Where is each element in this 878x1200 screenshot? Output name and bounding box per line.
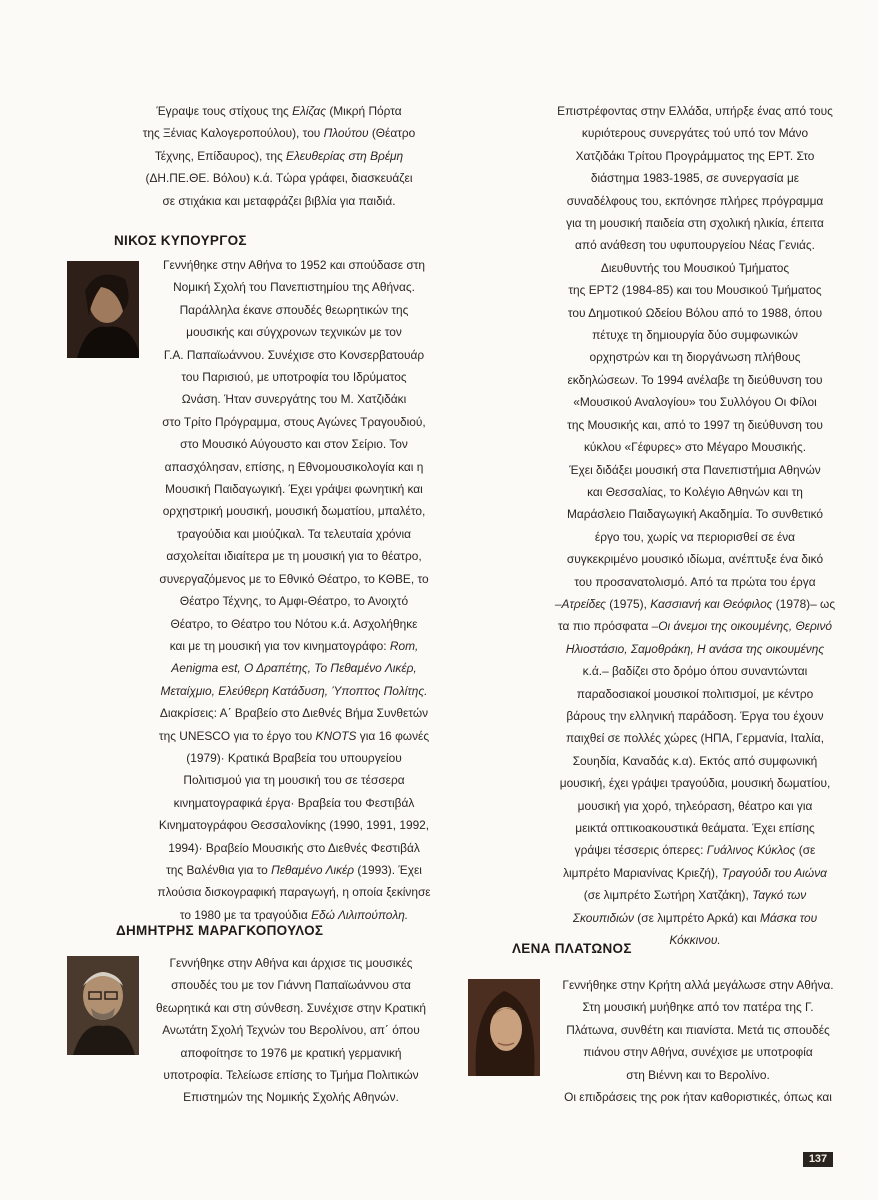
- bio-platonos: [550, 974, 846, 1108]
- bio-kypourgos: [146, 254, 442, 926]
- composer-name-platonos: ΛΕΝΑ ΠΛΑΤΩΝΟΣ: [512, 941, 632, 956]
- portrait-platonos-image: [468, 979, 540, 1076]
- portrait-maragkopoulos: [67, 956, 139, 1055]
- portrait-kypourgos: [67, 261, 139, 358]
- bio-text-platonos: Γεννήθηκε στην Κρήτη αλλά μεγάλωσε στην Αθήνα. Στη μουσική μυήθηκε από τον πατέρα της Γ. Πλάτωνα, συνθέτη και πιανίστα. Μετά τις σπουδές πιάνου στην Αθήνα, συνέχισε με υποτροφία στη Βιέννη και το Βερολίνο. Οι επιδράσεις της ροκ ήταν καθοριστικές, όπως και: [562, 978, 834, 1105]
- portrait-kypourgos-image: [67, 261, 139, 358]
- composer-name-maragkopoulos: ΔΗΜΗΤΡΗΣ ΜΑΡΑΓΚΟΠΟΥΛΟΣ: [116, 923, 324, 938]
- intro-paragraph: [130, 100, 428, 212]
- composer-name-kypourgos: ΝΙΚΟΣ ΚΥΠΟΥΡΓΟΣ: [114, 233, 247, 248]
- portrait-maragkopoulos-image: [67, 956, 139, 1055]
- bio-text-kypourgos: Γεννήθηκε στην Αθήνα το 1952 και σπούδασε στη Νομική Σχολή του Πανεπιστημίου της Αθήνας. Παράλληλα έκανε σπουδές θεωρητικών της μουσικής και σύγχρονων τεχνικών με τον Γ.Α. Παπαϊωάννου. Συνέχισε στο Κονσερβατουάρ του Παρισιού, με υποτροφία του Ιδρύματος Ωνάση. Ήταν συνεργάτης του Μ. Χατζιδάκι στο Τρίτο Πρόγραμμα, στους Αγώνες Τραγουδιού, στο Μουσικό Αύγουστο και στον Σείριο. Τον απασχόλησαν, επίσης, η Εθνομουσικολογία και η Μουσική Παιδαγωγική. Έχει γράψει φωνητική και ορχηστρική μουσική, μουσική δωματίου, μπαλέτο, τραγούδια και μιούζικαλ. Τα τελευταία χρόνια ασχολείται ιδιαίτερα με τη μουσική για το θέατρο, συνεργαζόμενος με το Εθνικό Θέατρο, το ΚΘΒΕ, το Θέατρο Τέχνης, το Αμφι-Θέατρο, το Ανοιχτό Θέατρο, το Θέατρο του Νότου κ.ά. Ασχολήθηκε και με τη μουσική για τον κινηματογράφο: Rom, Aenigma est, Ο Δραπέτης, Το Πεθαμένο Λικέρ, Μεταίχμιο, Ελεύθερη Κατάδυση, Ύποπτος Πολίτης. Διακρίσεις: Α΄ Βραβείο στο Διεθνές Βήμα Συνθετών της UNESCO για το έργο του KNOTS για 16 φωνές (1979)· Κρατικά Βραβεία του υπουργείου Πολιτισμού για τη μουσική του σε τέσσερα κινηματογραφικά έργα· Βραβεία του Φεστιβάλ Κινηματογράφου Θεσσαλονίκης (1990, 1991, 1992, 1994)· Βραβείο Μουσικής στο Διεθνές Φεστιβάλ της Βαλένθια για το Πεθαμένο Λικέρ (1993). Έχει πλούσια δισκογραφική παραγωγή, η οποία ξεκίνησε το 1980 με τα τραγούδια Εδώ Λιλιπούπολη.: [157, 258, 431, 922]
- portrait-platonos: [468, 979, 540, 1076]
- page-number: 137: [803, 1152, 833, 1167]
- bio-maragkopoulos-continued: [547, 100, 843, 951]
- bio-text-maragkopoulos: Γεννήθηκε στην Αθήνα και άρχισε τις μουσικές σπουδές του με τον Γιάννη Παπαϊωάννου στα θεωρητικά και στη σύνθεση. Συνέχισε στην Κρατική Ανωτάτη Σχολή Τεχνών του Βερολίνου, απ΄ όπου αποφοίτησε το 1976 με κρατική γερμανική υποτροφία. Τελείωσε επίσης το Τμήμα Πολιτικών Επιστημών της Νομικής Σχολής Αθηνών.: [155, 956, 426, 1105]
- intro-text: Έγραψε τους στίχους της Ελίζας (Μικρή Πόρτα της Ξένιας Καλογεροπούλου), του Πλούτου (Θέατρο Τέχνης, Επίδαυρος), της Ελευθερίας στη Βρέμη (ΔΗ.ΠΕ.ΘΕ. Βόλου) κ.ά. Τώρα γράφει, διασκευάζει σε στιχάκια και μεταφράζει βιβλία για παιδιά.: [142, 104, 416, 208]
- right-column-text: Επιστρέφοντας στην Ελλάδα, υπήρξε ένας από τους κυριότερους συνεργάτες τού υπό τον Μάνο Χατζιδάκι Τρίτου Προγράμματος της ΕΡΤ. Στο διάστημα 1983-1985, σε συνεργασία με συναδέλφους του, εκπόνησε πλήρες πρόγραμμα για τη μουσική παιδεία στη σχολική ηλικία, έπειτα από ανάθεση του υφυπουργείου Νέας Γενιάς. Διευθυντής του Μουσικού Τμήματος της ΕΡΤ2 (1984-85) και του Μουσικού Τμήματος του Δημοτικού Ωδείου Βόλου από το 1988, όπου πέτυχε τη δημιουργία δύο συμφωνικών ορχηστρών και τη διοργάνωση πλήθους εκδηλώσεων. Το 1994 ανέλαβε τη διεύθυνση του «Μουσικού Αναλογίου» του Συλλόγου Οι Φίλοι της Μουσικής και, από το 1997 τη διεύθυνση του κύκλου «Γέφυρες» στο Μέγαρο Μουσικής. Έχει διδάξει μουσική στα Πανεπιστήμια Αθηνών και Θεσσαλίας, το Κολέγιο Αθηνών και τη Μαράσλειο Παιδαγωγική Ακαδημία. Το συνθετικό έργο του, χωρίς να περιορισθεί σε ένα συγκεκριμένο μουσικό ιδίωμα, ανέπτυξε ένα δικό του προσανατολισμό. Από τα πρώτα του έργα –Ατρείδες (1975), Κασσιανή και Θεόφιλος (1978)– ως τα πιο πρόσφατα –Οι άνεμοι της οικουμένης, Θερινό Ηλιοστάσιο, Σαμοθράκη, Η ανάσα της οικουμένης κ.ά.– βαδίζει στο δρόμο όπου συναντώνται παραδοσιακοί μουσικοί πολιτισμοί, με κέντρο βάρους την ελληνική παράδοση. Έργα του έχουν παιχθεί σε πολλές χώρες (ΗΠΑ, Γερμανία, Ιταλία, Σουηδία, Καναδάς κ.α). Εκτός από συμφωνική μουσική, έχει γράψει τραγούδια, μουσική δωματίου, μουσική για χορό, τηλεόραση, θέατρο και για μεικτά οπτικοακουστικά θεάματα. Έχει επίσης γράψει τέσσερις όπερες: Γυάλινος Κύκλος (σε λιμπρέτο Μαριανίνας Κριεζή), Τραγούδι του Αιώνα (σε λιμπρέτο Σωτήρη Χατζάκη), Ταγκό των Σκουπιδιών (σε λιμπρέτο Αρκά) και Μάσκα του Κόκκινου.: [554, 104, 836, 948]
- bio-maragkopoulos: [146, 952, 436, 1109]
